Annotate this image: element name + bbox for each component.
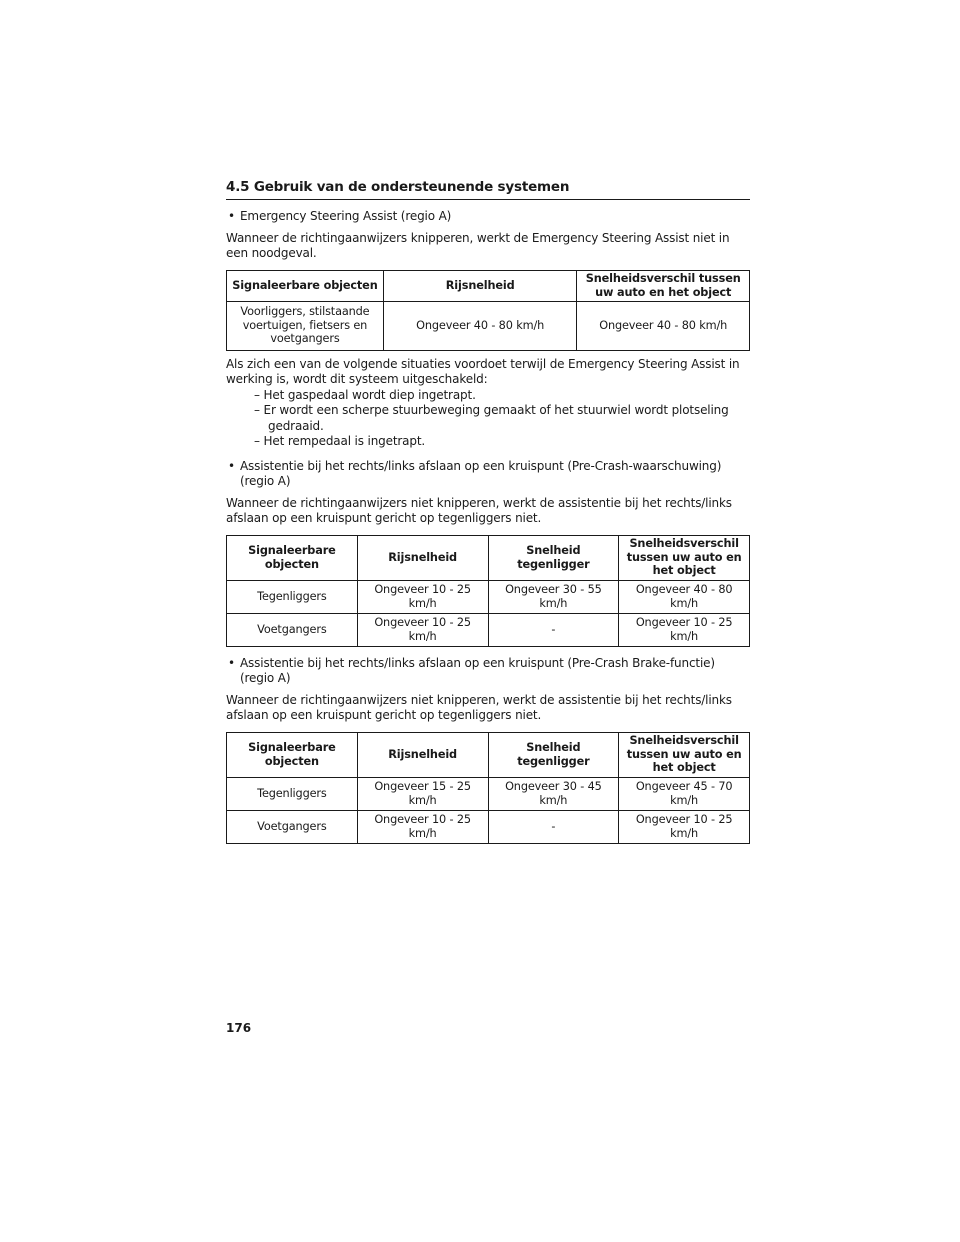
dash-item: – Het rempedaal is ingetrapt. (254, 434, 426, 448)
bullet-pre-crash-warning: • Assistentie bij het rechts/links afslaan op een kruispunt (Pre-Crash-waarschuwing) (regio A) (226, 459, 750, 490)
table-cell: - (488, 810, 619, 843)
table-pre-crash-warning (226, 535, 750, 647)
table-cell: Ongeveer 10 - 25 km/h (357, 810, 488, 843)
table-header-cell: Snelheidsverschil tussen uw auto en het object (577, 270, 750, 301)
table-cell: Ongeveer 30 - 45 km/h (488, 777, 619, 810)
table-cell: Ongeveer 10 - 25 km/h (619, 613, 750, 646)
table-header-cell: Snelheidsverschil tussen uw auto en het object (619, 732, 750, 777)
page-number: 176 (226, 1021, 252, 1035)
table-cell: - (488, 613, 619, 646)
dash-item: – Er wordt een scherpe stuurbeweging gemaakt of het stuurwiel wordt plotseling gedraaid. (254, 403, 729, 433)
section-title: 4.5 Gebruik van de ondersteunende systemen (226, 179, 750, 200)
table-row (227, 613, 750, 646)
table-cell: Ongeveer 10 - 25 km/h (357, 580, 488, 613)
table-header-cell: Snelheidsverschil tussen uw auto en het object (619, 535, 750, 580)
table-header-cell: Snelheid tegenligger (488, 535, 619, 580)
table-row (227, 580, 750, 613)
paragraph-turn-assist-brake: Wanneer de richtingaanwijzers niet knipperen, werkt de assistentie bij het rechts/links afslaan op een kruispunt gericht op tegenliggers niet. (226, 692, 732, 722)
table-cell: Voorliggers, stilstaande voertuigen, fietsers en voetgangers (227, 301, 384, 350)
bullet-pre-crash-brake: • Assistentie bij het rechts/links afslaan op een kruispunt (Pre-Crash Brake-functie) (regio A) (226, 656, 750, 687)
table-header-cell: Signaleerbare objecten (227, 732, 358, 777)
table-header-cell: Signaleerbare objecten (227, 535, 358, 580)
table-header-row (227, 270, 750, 301)
table-row (227, 301, 750, 350)
paragraph-turn-assist-warning: Wanneer de richtingaanwijzers niet knipperen, werkt de assistentie bij het rechts/links afslaan op een kruispunt gericht op tegenliggers niet. (226, 495, 732, 525)
table-cell: Ongeveer 40 - 80 km/h (383, 301, 577, 350)
bullet-emergency-steering-assist: • Emergency Steering Assist (regio A) (226, 209, 750, 225)
table-cell: Tegenliggers (227, 580, 358, 613)
table-header-cell: Rijsnelheid (357, 535, 488, 580)
table-emergency-steering-assist (226, 270, 750, 351)
table-cell: Ongeveer 40 - 80 km/h (577, 301, 750, 350)
table-header-cell: Rijsnelheid (357, 732, 488, 777)
table-row (227, 810, 750, 843)
table-cell: Ongeveer 40 - 80 km/h (619, 580, 750, 613)
table-cell: Ongeveer 10 - 25 km/h (357, 613, 488, 646)
table-header-cell: Rijsnelheid (383, 270, 577, 301)
table-cell: Ongeveer 30 - 55 km/h (488, 580, 619, 613)
dash-item: – Het gaspedaal wordt diep ingetrapt. (254, 387, 476, 402)
table-cell: Ongeveer 10 - 25 km/h (619, 810, 750, 843)
table-row (227, 777, 750, 810)
paragraph-esa-deactivation: Als zich een van de volgende situaties voordoet terwijl de Emergency Steering Assist in werking is, wordt dit systeem uitgeschakeld: (226, 356, 740, 386)
content (226, 209, 750, 844)
paragraph-esa-indicators: Wanneer de richtingaanwijzers knipperen, werkt de Emergency Steering Assist niet in een noodgeval. (226, 230, 730, 260)
table-cell: Ongeveer 15 - 25 km/h (357, 777, 488, 810)
table-pre-crash-brake (226, 732, 750, 844)
table-cell: Tegenliggers (227, 777, 358, 810)
table-header-row (227, 732, 750, 777)
table-header-row (227, 535, 750, 580)
table-header-cell: Snelheid tegenligger (488, 732, 619, 777)
table-cell: Voetgangers (227, 810, 358, 843)
table-cell: Ongeveer 45 - 70 km/h (619, 777, 750, 810)
table-cell: Voetgangers (227, 613, 358, 646)
table-header-cell: Signaleerbare objecten (227, 270, 384, 301)
